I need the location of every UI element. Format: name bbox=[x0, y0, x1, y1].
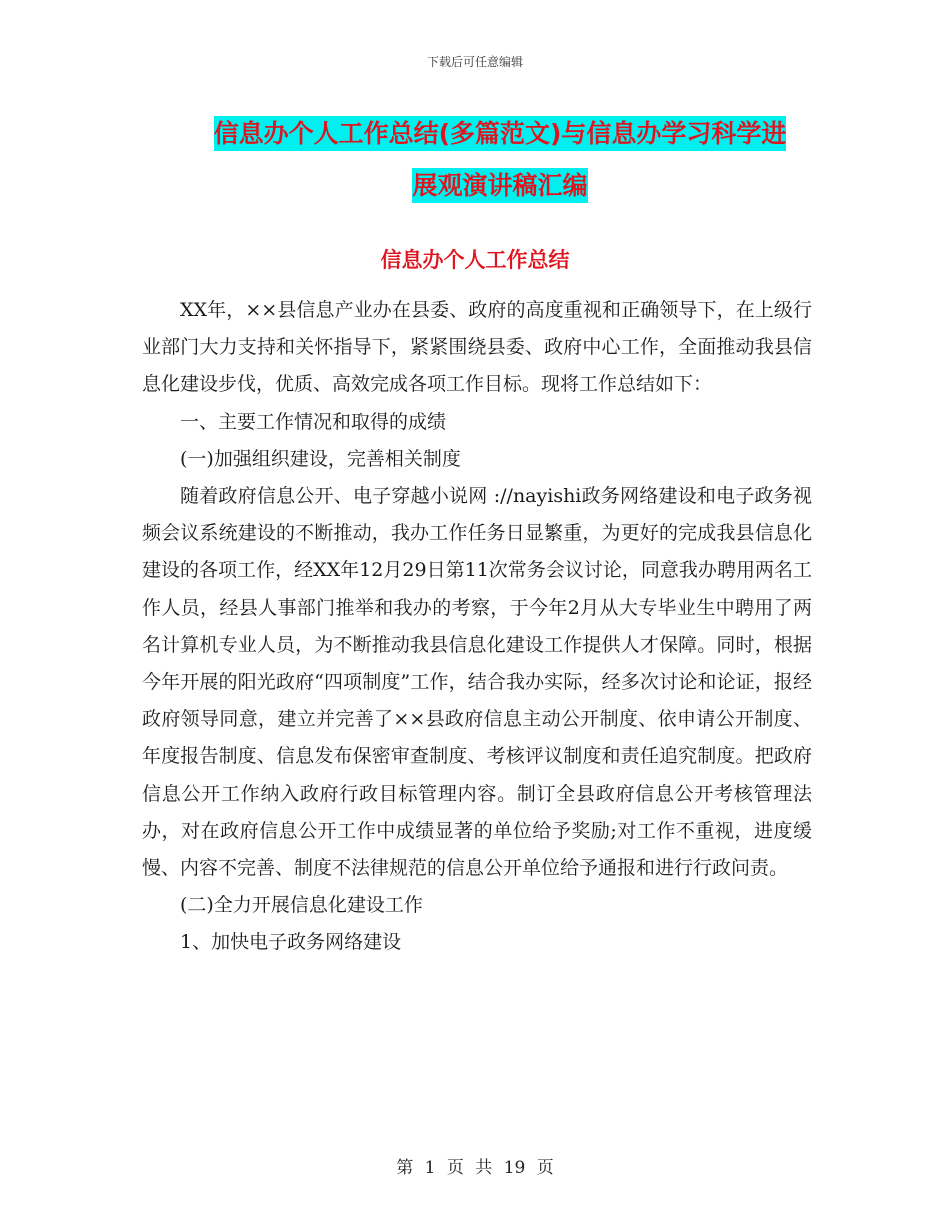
document-title-line-2: 展观演讲稿汇编 bbox=[412, 168, 587, 203]
document-title bbox=[150, 108, 850, 212]
heading-informatization: (二)全力开展信息化建设工作 bbox=[180, 894, 423, 917]
header-note: 下载后可任意编辑 bbox=[426, 55, 523, 69]
document-body bbox=[142, 292, 812, 962]
paragraph-intro: XX年，××县信息产业办在县委、政府的高度重视和正确领导下，在上级行业部门大力支持和关怀指导下，紧紧围绕县委、政府中心工作，全面推动我县信息化建设步伐，优质、高效完成各项工作目标。现将工作总结如下： bbox=[142, 299, 812, 396]
paragraph-organization: 随着政府信息公开、电子穿越小说网 ://nayishi政务网络建设和电子政务视频会议系统建设的不断推动，我办工作任务日显繁重，为更好的完成我县信息化建设的各项工作，经XX年12月29日第11次常务会议讨论，同意我办聘用两名工作人员，经县人事部门推举和我办的考察，于今年2月从大专毕业生中聘用了两名计算机专业人员，为不断推动我县信息化建设工作提供人才保障。同时，根据今年开展的阳光政府“四项制度”工作，结合我办实际，经多次讨论和论证，报经政府领导同意，建立并完善了××县政府信息主动公开制度、依申请公开制度、年度报告制度、信息发布保密审查制度、考核评议制度和责任追究制度。把政府信息公开工作纳入政府行政目标管理内容。制订全县政府信息公开考核管理法办，对在政府信息公开工作中成绩显著的单位给予奖励;对工作不重视，进度缓慢、内容不完善、制度不法律规范的信息公开单位给予通报和进行行政问责。 bbox=[142, 485, 812, 880]
heading-main-work: 一、主要工作情况和取得的成绩 bbox=[180, 410, 447, 433]
section-title: 信息办个人工作总结 bbox=[380, 248, 570, 272]
heading-organization: (一)加强组织建设，完善相关制度 bbox=[180, 447, 461, 470]
page-footer: 第 1 页 共 19 页 bbox=[396, 1158, 554, 1178]
heading-egov-network: 1、加快电子政务网络建设 bbox=[180, 931, 402, 954]
document-title-line-1: 信息办个人工作总结(多篇范文)与信息办学习科学进 bbox=[214, 116, 787, 151]
